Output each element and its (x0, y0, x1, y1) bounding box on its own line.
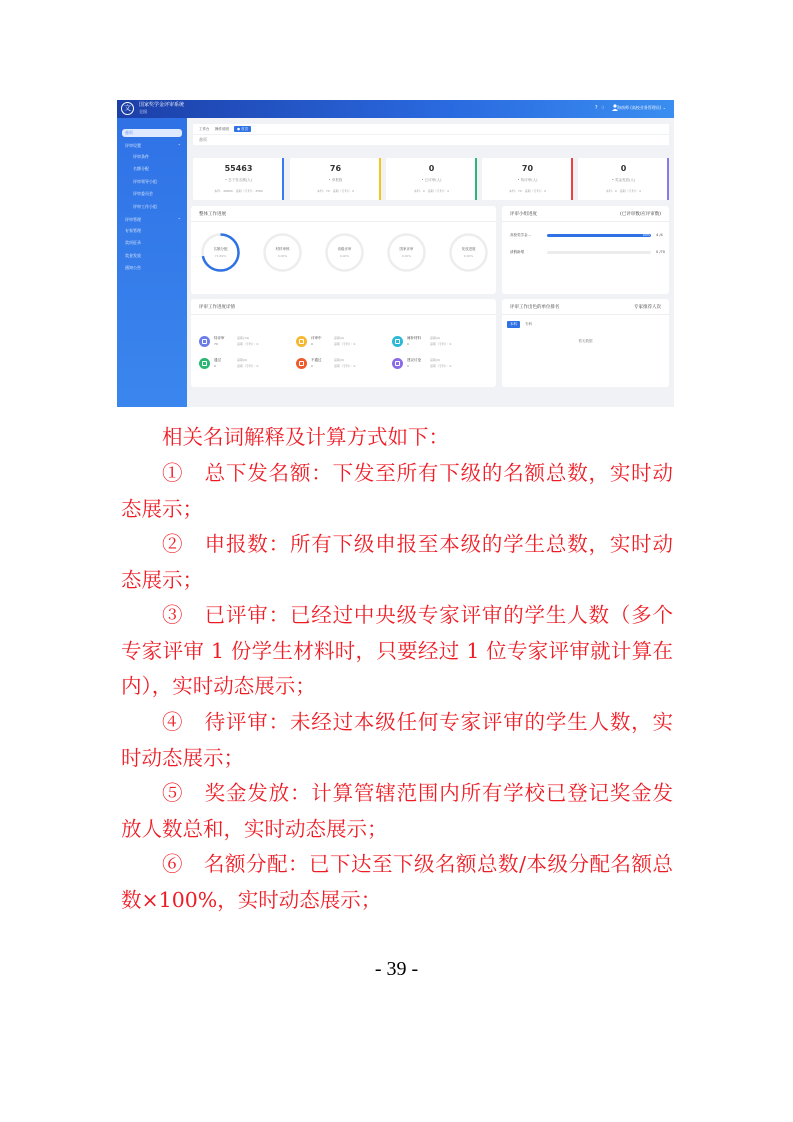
page-number: - 39 - (374, 958, 419, 980)
sidebar-item[interactable] (117, 216, 187, 224)
review-stat-name: 不通过 (311, 358, 322, 362)
review-stat-name: 通过 (214, 358, 221, 362)
stat-card-value: 0 (428, 164, 435, 173)
doc-definition-item: ③ 已评审：已经过中央级专家评审的学生人数（多个专家评审 1 份学生材料时，只要经过 1 位专家评审就计算在内），实时动态展示； (121, 603, 673, 698)
stat-card (482, 158, 573, 200)
doc-intro: 相关名词解释及计算方式如下： (162, 425, 449, 449)
progress-ring (324, 232, 365, 273)
app-subtitle: 全国 (139, 109, 147, 114)
group-progress-note: (已评审数/应评审数) (619, 212, 661, 217)
doc-definition-item: ⑥ 名额分配：已下达至下级名额总数/本级分配名额总数×100%，实时动态展示； (121, 852, 673, 912)
sidebar-item[interactable] (117, 142, 187, 150)
stat-card (578, 158, 669, 200)
review-stat-count: 70 (214, 342, 218, 346)
sidebar-item[interactable] (117, 252, 187, 260)
empty-state: 暂无数据 (578, 339, 593, 343)
doc-definition-item: ④ 待评审：未经过本级任何专家评审的学生人数，实时动态展示； (121, 710, 673, 770)
stat-card-accent (667, 158, 669, 200)
review-stat-desc: 高职(0) (430, 358, 441, 362)
unit-rank-title: 评审工作出色的单位排名 (510, 305, 560, 310)
review-stat-desc: 高职(0) (430, 336, 441, 340)
rank-tab-college[interactable]: 专科 (525, 322, 532, 326)
stat-card-breakdown: 本科：70 高职（专科）：0 (316, 189, 355, 193)
stat-card (386, 158, 477, 200)
sidebar-item-label: 奖金发放 (125, 253, 141, 258)
dashboard-screenshot (117, 100, 674, 407)
sidebar-item[interactable] (117, 165, 187, 173)
review-stat-count: 0 (407, 364, 409, 368)
sidebar-item[interactable] (117, 227, 187, 235)
app-header (117, 100, 674, 118)
review-stat-count: 0 (214, 364, 216, 368)
stat-card (193, 158, 284, 200)
review-stat-icon (199, 358, 210, 369)
group-progress-panel (502, 206, 669, 294)
group-progress-row (510, 232, 674, 238)
review-stat-desc: 高职(0) (237, 358, 248, 362)
review-stat[interactable] (199, 357, 289, 371)
progress-ring (386, 232, 427, 273)
progress-ring-label: 名额分配 (213, 247, 228, 251)
sidebar-item-label: 名额分配 (133, 166, 149, 171)
sidebar-item[interactable] (122, 129, 182, 137)
doc-definition-item: ① 总下发名额：下发至所有下级的名额总数，实时动态展示； (121, 461, 673, 521)
stat-card-label: • 总下发名额(人) (225, 178, 252, 182)
stat-card-label: • 待评审(人) (517, 178, 538, 182)
progress-ring-label: 省级评审 (337, 247, 352, 251)
unit-rank-note: 专家推荐人次 (634, 305, 661, 310)
sidebar-item-label: 评审工作小组 (133, 204, 157, 209)
group-progress-fill (547, 234, 651, 237)
review-stat-sub: 高职（专科）：0 (237, 364, 259, 368)
review-stat-name: 待评审 (214, 336, 225, 340)
stat-card-value: 0 (620, 164, 627, 173)
sidebar-item-label: 评审设置 (125, 143, 141, 148)
sidebar-item-label: 评审委员会 (133, 191, 153, 196)
stat-card-breakdown: 本科：0 高职（专科）：0 (413, 189, 450, 193)
overall-progress-panel (191, 206, 496, 294)
progress-ring-label: 材料审核 (275, 247, 290, 251)
review-stat-desc: 高职(0) (334, 358, 345, 362)
tab-workbench[interactable]: 工作台 (199, 127, 210, 131)
review-detail-panel (191, 299, 496, 387)
review-stat-name: 補补材料 (407, 336, 421, 340)
doc-definition-item: ⑤ 奖金发放：计算管辖范围内所有学校已登记奖金发放人数总和，实时动态展示； (121, 781, 673, 841)
stat-card-value: 55463 (224, 164, 253, 173)
stat-card-accent (475, 158, 477, 200)
app-logo-icon: 文 (121, 102, 134, 115)
help-icon[interactable]: ? (594, 105, 601, 111)
stat-card-value: 76 (329, 164, 342, 173)
review-stat-name: 评审中 (311, 336, 322, 340)
app-title: 国家奖学金评审系统 (139, 102, 185, 108)
stat-card-breakdown: 本科：0 高职（专科）：0 (605, 189, 642, 193)
bell-icon[interactable]: ♢ (600, 105, 608, 111)
stat-card (290, 158, 381, 200)
rank-tab-undergrad[interactable]: 本科 (507, 321, 520, 328)
review-stat[interactable] (199, 335, 289, 349)
stat-card-accent (282, 158, 284, 200)
review-stat-desc: 高职(74) (237, 336, 250, 340)
progress-ring (448, 232, 489, 273)
group-progress-track (547, 251, 651, 254)
header-icons (595, 105, 608, 111)
stat-card-value: 70 (521, 164, 534, 173)
chevron-icon: ⌃ (177, 217, 181, 222)
review-stat-icon (392, 336, 403, 347)
group-progress-value: 4 /4 (656, 233, 663, 237)
tab-home[interactable]: ● 首页 (234, 126, 251, 132)
progress-ring-label: 发放进展 (461, 247, 476, 251)
review-stat-sub: 高职（专科）：0 (430, 364, 452, 368)
breadcrumb: 首页 (193, 135, 669, 145)
review-stat-sub: 高职（专科）：0 (237, 342, 259, 346)
sidebar-item[interactable] (117, 264, 187, 272)
review-stat-count: 0 (311, 342, 313, 346)
review-stat-sub: 高职（专科）：0 (334, 364, 356, 368)
review-stat-sub: 高职（专科）：0 (430, 342, 452, 346)
review-stat-count: 0 (407, 342, 409, 346)
sidebar-item[interactable] (117, 203, 187, 211)
panel-divider (191, 221, 496, 222)
user-name[interactable]: 海南师 (高校业务管理员) ⌄ (616, 105, 666, 110)
sidebar-item[interactable] (117, 178, 187, 186)
tab-bar (193, 124, 669, 134)
progress-ring (200, 232, 241, 273)
stat-card-label: • 已评审(人) (421, 178, 442, 182)
panel-divider (191, 314, 496, 315)
tab-guide[interactable]: 操作说明 (215, 127, 229, 131)
stat-card-accent (379, 158, 381, 200)
review-stat-desc: 高职(0) (334, 336, 345, 340)
group-name: 请假新增 (510, 250, 524, 254)
review-stat-icon (199, 336, 210, 347)
review-stat[interactable] (392, 357, 482, 371)
sidebar-item-label: 评审领导小组 (133, 179, 157, 184)
progress-ring-percent: 0.00% (277, 254, 288, 258)
progress-ring (262, 232, 303, 273)
stat-card-breakdown: 本科：70 高职（专科）：0 (508, 189, 547, 193)
review-stat[interactable] (296, 335, 386, 349)
stat-card-label: • 申报数 (328, 178, 343, 182)
group-progress-row (510, 249, 674, 255)
progress-ring-label: 国家评审 (399, 247, 414, 251)
review-stat-icon (296, 336, 307, 347)
panel-divider (502, 221, 669, 222)
review-stat-count: 0 (311, 364, 313, 368)
unit-rank-panel (502, 299, 669, 387)
sidebar-item-label: 奖项征录 (125, 240, 141, 245)
review-stat-icon (296, 358, 307, 369)
chevron-icon: ⌃ (177, 143, 181, 148)
progress-ring-percent: 0.00% (463, 254, 474, 258)
group-progress-title: 评审小组进度 (510, 212, 537, 217)
doc-definition-item: ② 申报数：所有下级申报至本级的学生总数，实时动态展示； (121, 532, 673, 592)
group-progress-value: 0 /70 (656, 250, 665, 254)
review-stat-icon (392, 358, 403, 369)
sidebar-item-label: 专家管理 (125, 228, 141, 233)
review-stat-name: 建议讨论 (407, 358, 421, 362)
progress-ring-percent: 71.69% (214, 254, 227, 258)
stat-card-accent (571, 158, 573, 200)
sidebar-item-label: 通知公告 (125, 265, 141, 270)
sidebar (117, 118, 187, 407)
progress-ring-percent: 0.00% (401, 254, 412, 258)
sidebar-item-label: 首页 (125, 130, 133, 135)
sidebar-item-label: 评审条件 (133, 154, 149, 159)
review-detail-title: 评审工作进度详情 (199, 305, 235, 310)
overall-progress-title: 整体工作进展 (199, 212, 226, 217)
review-stat[interactable] (392, 335, 482, 349)
sidebar-item-label: 评审管理 (125, 217, 141, 222)
group-progress-track (547, 234, 651, 237)
panel-divider (502, 314, 669, 315)
sidebar-item[interactable] (117, 190, 187, 198)
stat-card-breakdown: 本科：48800 高职（专科）：3580 (214, 189, 263, 193)
review-stat[interactable] (296, 357, 386, 371)
sidebar-item[interactable] (117, 153, 187, 161)
group-progress-percent: 100% (642, 233, 650, 237)
group-name: 高校奖学金... (510, 233, 531, 237)
main-content (187, 118, 674, 407)
stat-card-label: • 奖金发放(人) (611, 178, 636, 182)
sidebar-item[interactable] (117, 239, 187, 247)
review-stat-sub: 高职（专科）：0 (334, 342, 356, 346)
progress-ring-percent: 0.00% (339, 254, 350, 258)
